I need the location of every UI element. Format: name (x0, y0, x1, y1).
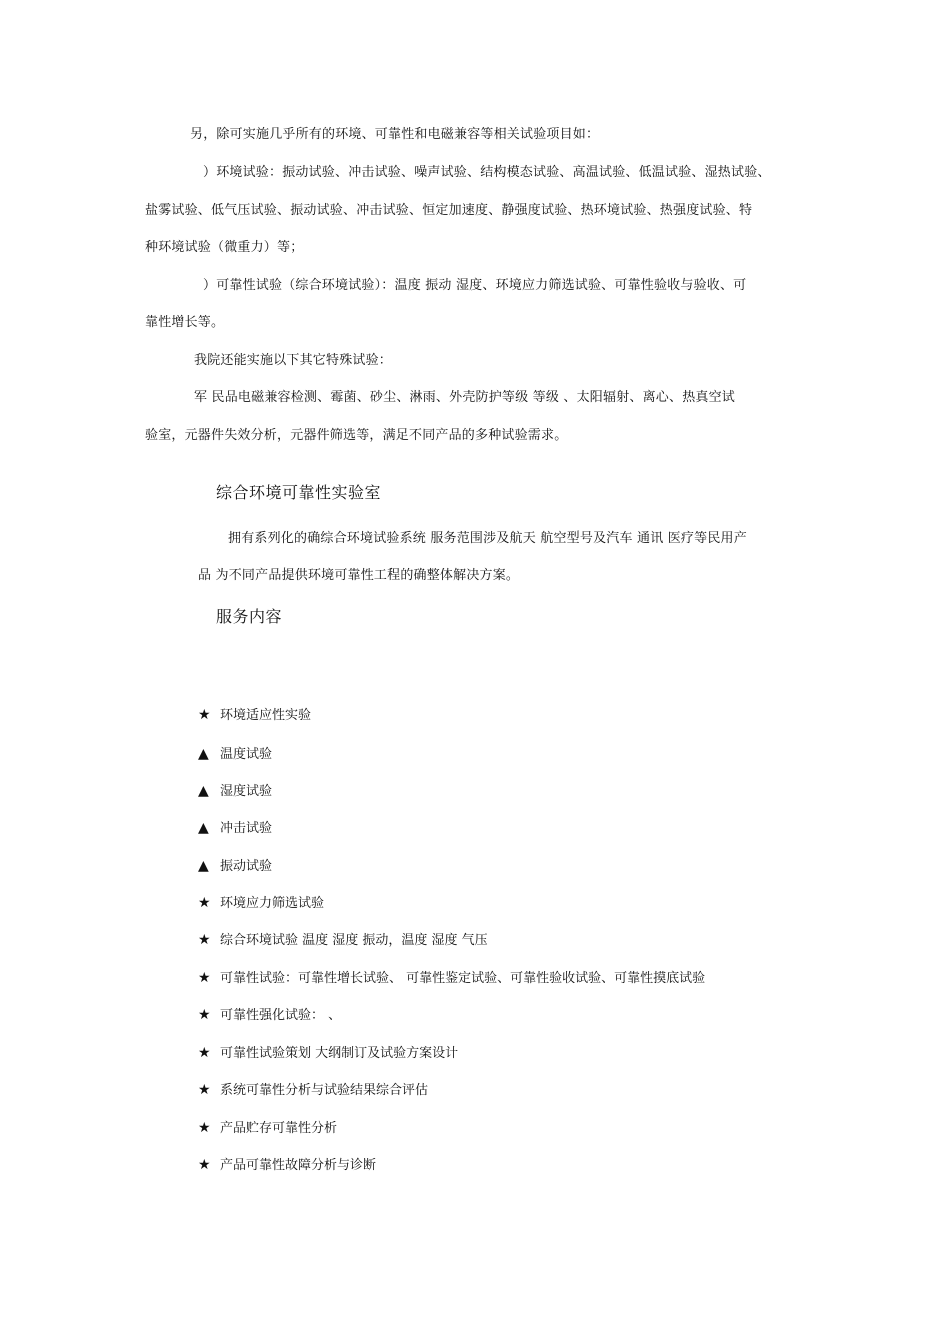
list-item-text: 湿度试验 (220, 784, 273, 799)
list-item (198, 1044, 458, 1063)
list-item (198, 819, 272, 838)
special-tests-line-2: 验室，元器件失效分析，元器件筛选等，满足不同产品的多种试验需求。 (145, 428, 568, 443)
reliability-tests-line-1: ）可靠性试验（综合环境试验）：温度 振动 湿度、环境应力筛选试验、可靠性验收与验收、可 (203, 278, 747, 293)
list-item-text: 冲击试验 (220, 821, 273, 836)
star-icon: ★ (198, 1045, 211, 1061)
list-item (198, 1006, 341, 1025)
list-item (198, 857, 272, 876)
list-item (198, 1156, 376, 1175)
list-item (198, 931, 488, 950)
list-item (198, 1081, 428, 1100)
list-item (198, 969, 705, 988)
list-item-text: 可靠性试验策划 大纲制订及试验方案设计 (220, 1046, 459, 1061)
star-icon: ★ (198, 1007, 211, 1023)
star-icon: ★ (198, 932, 211, 948)
environment-tests-line-3: 种环境试验（微重力）等； (145, 240, 304, 255)
triangle-icon: ▲ (198, 783, 209, 799)
list-item-text: 环境应力筛选试验 (220, 896, 325, 911)
star-icon: ★ (198, 707, 211, 723)
list-item (198, 1119, 337, 1138)
list-item-text: 产品可靠性故障分析与诊断 (220, 1158, 377, 1173)
list-item-text: 可靠性试验：可靠性增长试验、 可靠性鉴定试验、可靠性验收试验、可靠性摸底试验 (220, 971, 706, 986)
special-tests-intro: 我院还能实施以下其它特殊试验： (194, 353, 393, 368)
star-icon: ★ (198, 970, 211, 986)
list-item (198, 745, 272, 764)
star-icon: ★ (198, 895, 211, 911)
triangle-icon: ▲ (198, 858, 209, 874)
environment-tests-line-1: ）环境试验：振动试验、冲击试验、噪声试验、结构模态试验、高温试验、低温试验、湿热试验、 (203, 165, 771, 180)
star-icon: ★ (198, 1157, 211, 1173)
star-icon: ★ (198, 1082, 211, 1098)
list-item (198, 782, 272, 801)
list-item-text: 系统可靠性分析与试验结果综合评估 (220, 1083, 429, 1098)
services-title: 服务内容 (216, 607, 283, 626)
list-item-text: 综合环境试验 温度 湿度 振动，温度 湿度 气压 (220, 933, 488, 948)
lab-title: 综合环境可靠性实验室 (216, 483, 382, 502)
triangle-icon: ▲ (198, 746, 209, 762)
list-item-text: 环境适应性实验 (220, 708, 312, 723)
reliability-tests-line-2: 靠性增长等。 (145, 315, 225, 330)
triangle-icon: ▲ (198, 820, 209, 836)
list-item-text: 振动试验 (220, 859, 273, 874)
environment-tests-line-2: 盐雾试验、低气压试验、振动试验、冲击试验、恒定加速度、静强度试验、热环境试验、热强度试验、特 (145, 203, 753, 218)
lab-description-line-1: 拥有系列化的确综合环境试验系统 服务范围涉及航天 航空型号及汽车 通讯 医疗等民用产 (228, 531, 747, 546)
list-item-text: 温度试验 (220, 747, 273, 762)
star-icon: ★ (198, 1120, 211, 1136)
list-item-text: 可靠性强化试验： 、 (220, 1008, 342, 1023)
intro-paragraph-1: 另，除可实施几乎所有的环境、可靠性和电磁兼容等相关试验项目如： (190, 127, 600, 142)
list-item (198, 894, 324, 913)
special-tests-line-1: 军 民品电磁兼容检测、霉菌、砂尘、淋雨、外壳防护等级 等级 、太阳辐射、离心、热真空试 (194, 390, 735, 405)
lab-description-line-2: 品 为不同产品提供环境可靠性工程的确整体解决方案。 (198, 568, 520, 583)
list-item (198, 706, 311, 725)
list-item-text: 产品贮存可靠性分析 (220, 1121, 338, 1136)
